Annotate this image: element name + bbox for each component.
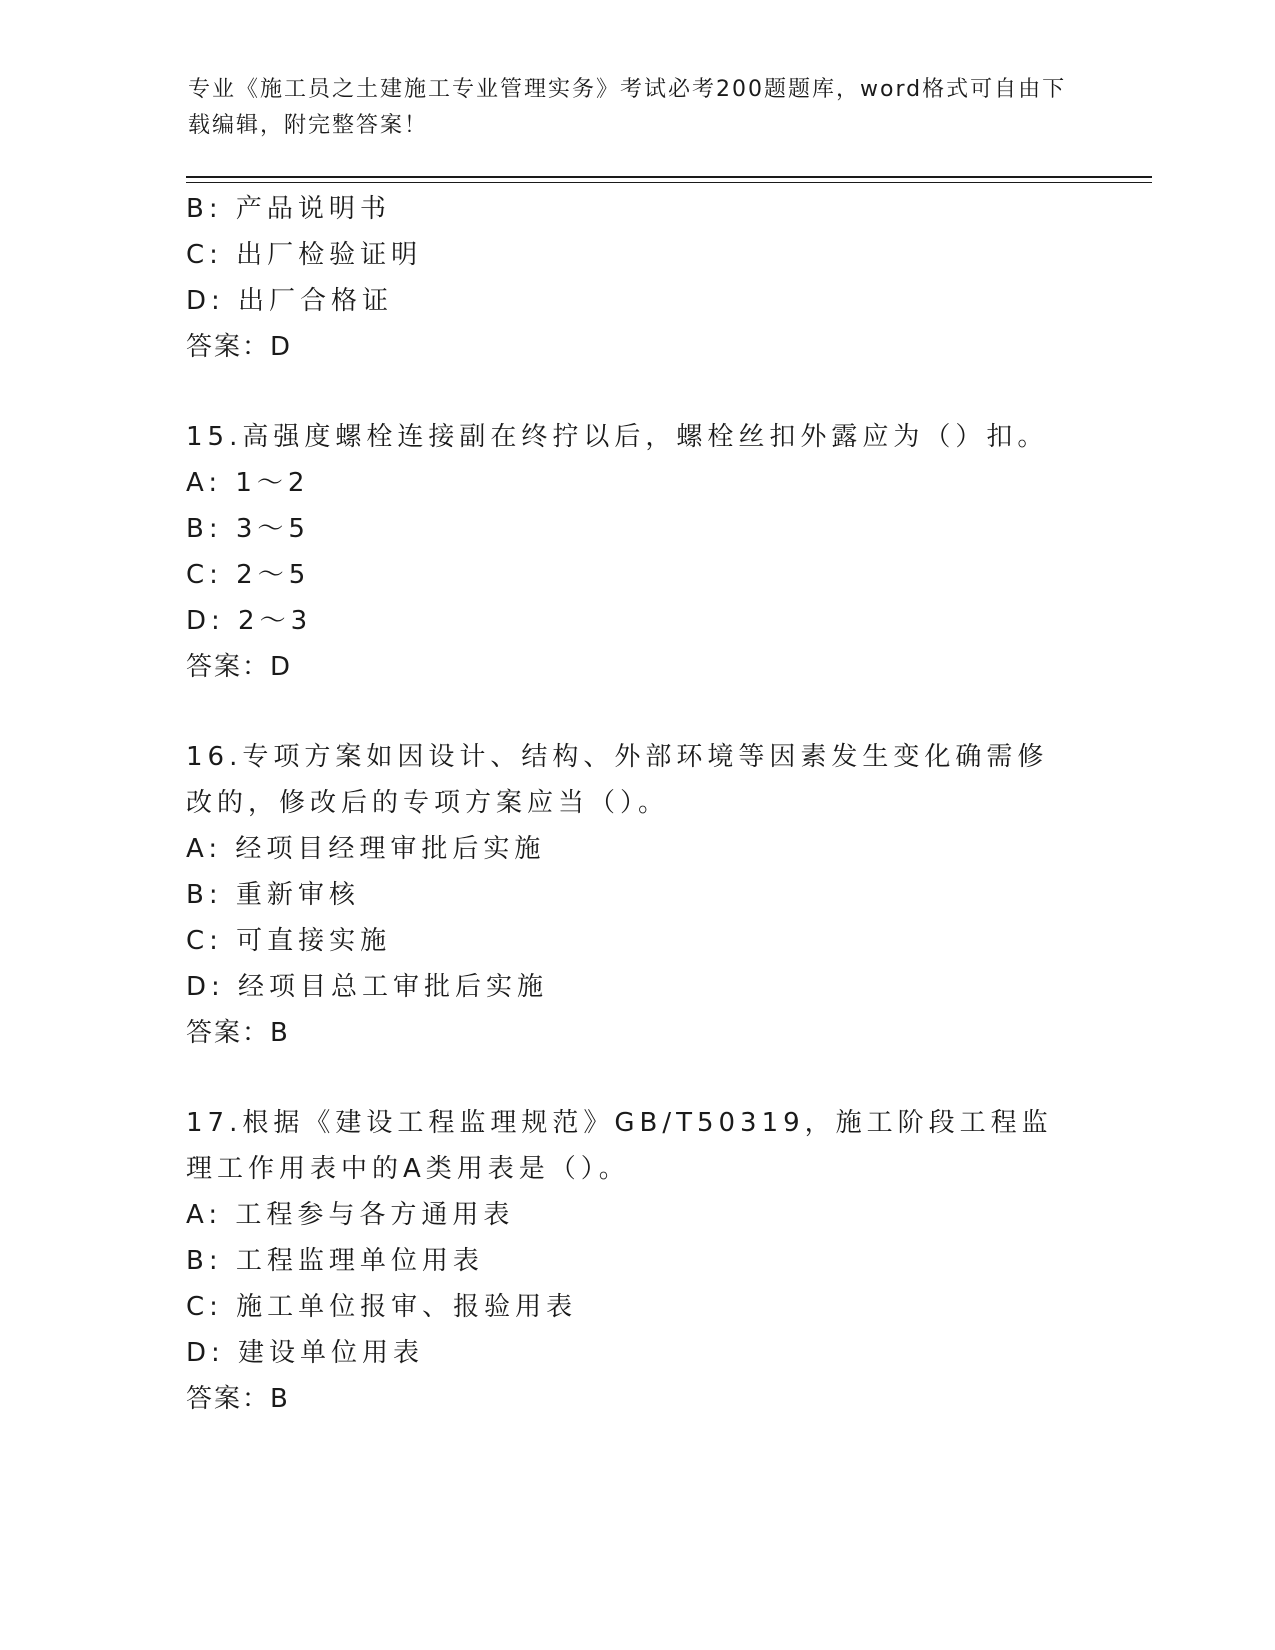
option-d: D: 建设单位用表 [186, 1338, 425, 1368]
option-b: B: 产品说明书 [186, 194, 391, 224]
answer-line: 答案：B [186, 1384, 290, 1414]
header-divider-thick [186, 176, 1152, 178]
option-c: C: 出厂检验证明 [186, 240, 423, 270]
answer-line: 答案：D [186, 332, 293, 362]
question-16 [186, 734, 1066, 1056]
question-stem: 15.高强度螺栓连接副在终拧以后，螺栓丝扣外露应为（）扣。 [186, 422, 1049, 452]
answer-line: 答案：D [186, 652, 293, 682]
option-d: D: 2～3 [186, 606, 313, 636]
question-17 [186, 1100, 1066, 1422]
question-stem: 16.专项方案如因设计、结构、外部环境等因素发生变化确需修改的，修改后的专项方案应当（）。 [186, 742, 1049, 818]
option-d: D: 出厂合格证 [186, 286, 394, 316]
option-c: C: 施工单位报审、报验用表 [186, 1292, 578, 1322]
option-c: C: 可直接实施 [186, 926, 392, 956]
option-b: B: 重新审核 [186, 880, 360, 910]
option-d: D: 经项目总工审批后实施 [186, 972, 549, 1002]
document-body [186, 186, 1066, 1422]
document-header: 专业《施工员之土建施工专业管理实务》考试必考200题题库，word格式可自由下载编辑，附完整答案！ [188, 77, 1067, 138]
answer-line: 答案：B [186, 1018, 290, 1048]
question-14-continuation [186, 186, 1066, 370]
option-b: B: 工程监理单位用表 [186, 1246, 484, 1276]
option-a: A: 工程参与各方通用表 [186, 1200, 515, 1230]
option-a: A: 经项目经理审批后实施 [186, 834, 546, 864]
question-15 [186, 414, 1066, 690]
question-stem: 17.根据《建设工程监理规范》GB/T50319，施工阶段工程监理工作用表中的A类用表是（）。 [186, 1108, 1053, 1184]
option-a: A: 1～2 [186, 468, 310, 498]
option-c: C: 2～5 [186, 560, 311, 590]
option-b: B: 3～5 [186, 514, 310, 544]
header-divider-thin [186, 182, 1152, 183]
